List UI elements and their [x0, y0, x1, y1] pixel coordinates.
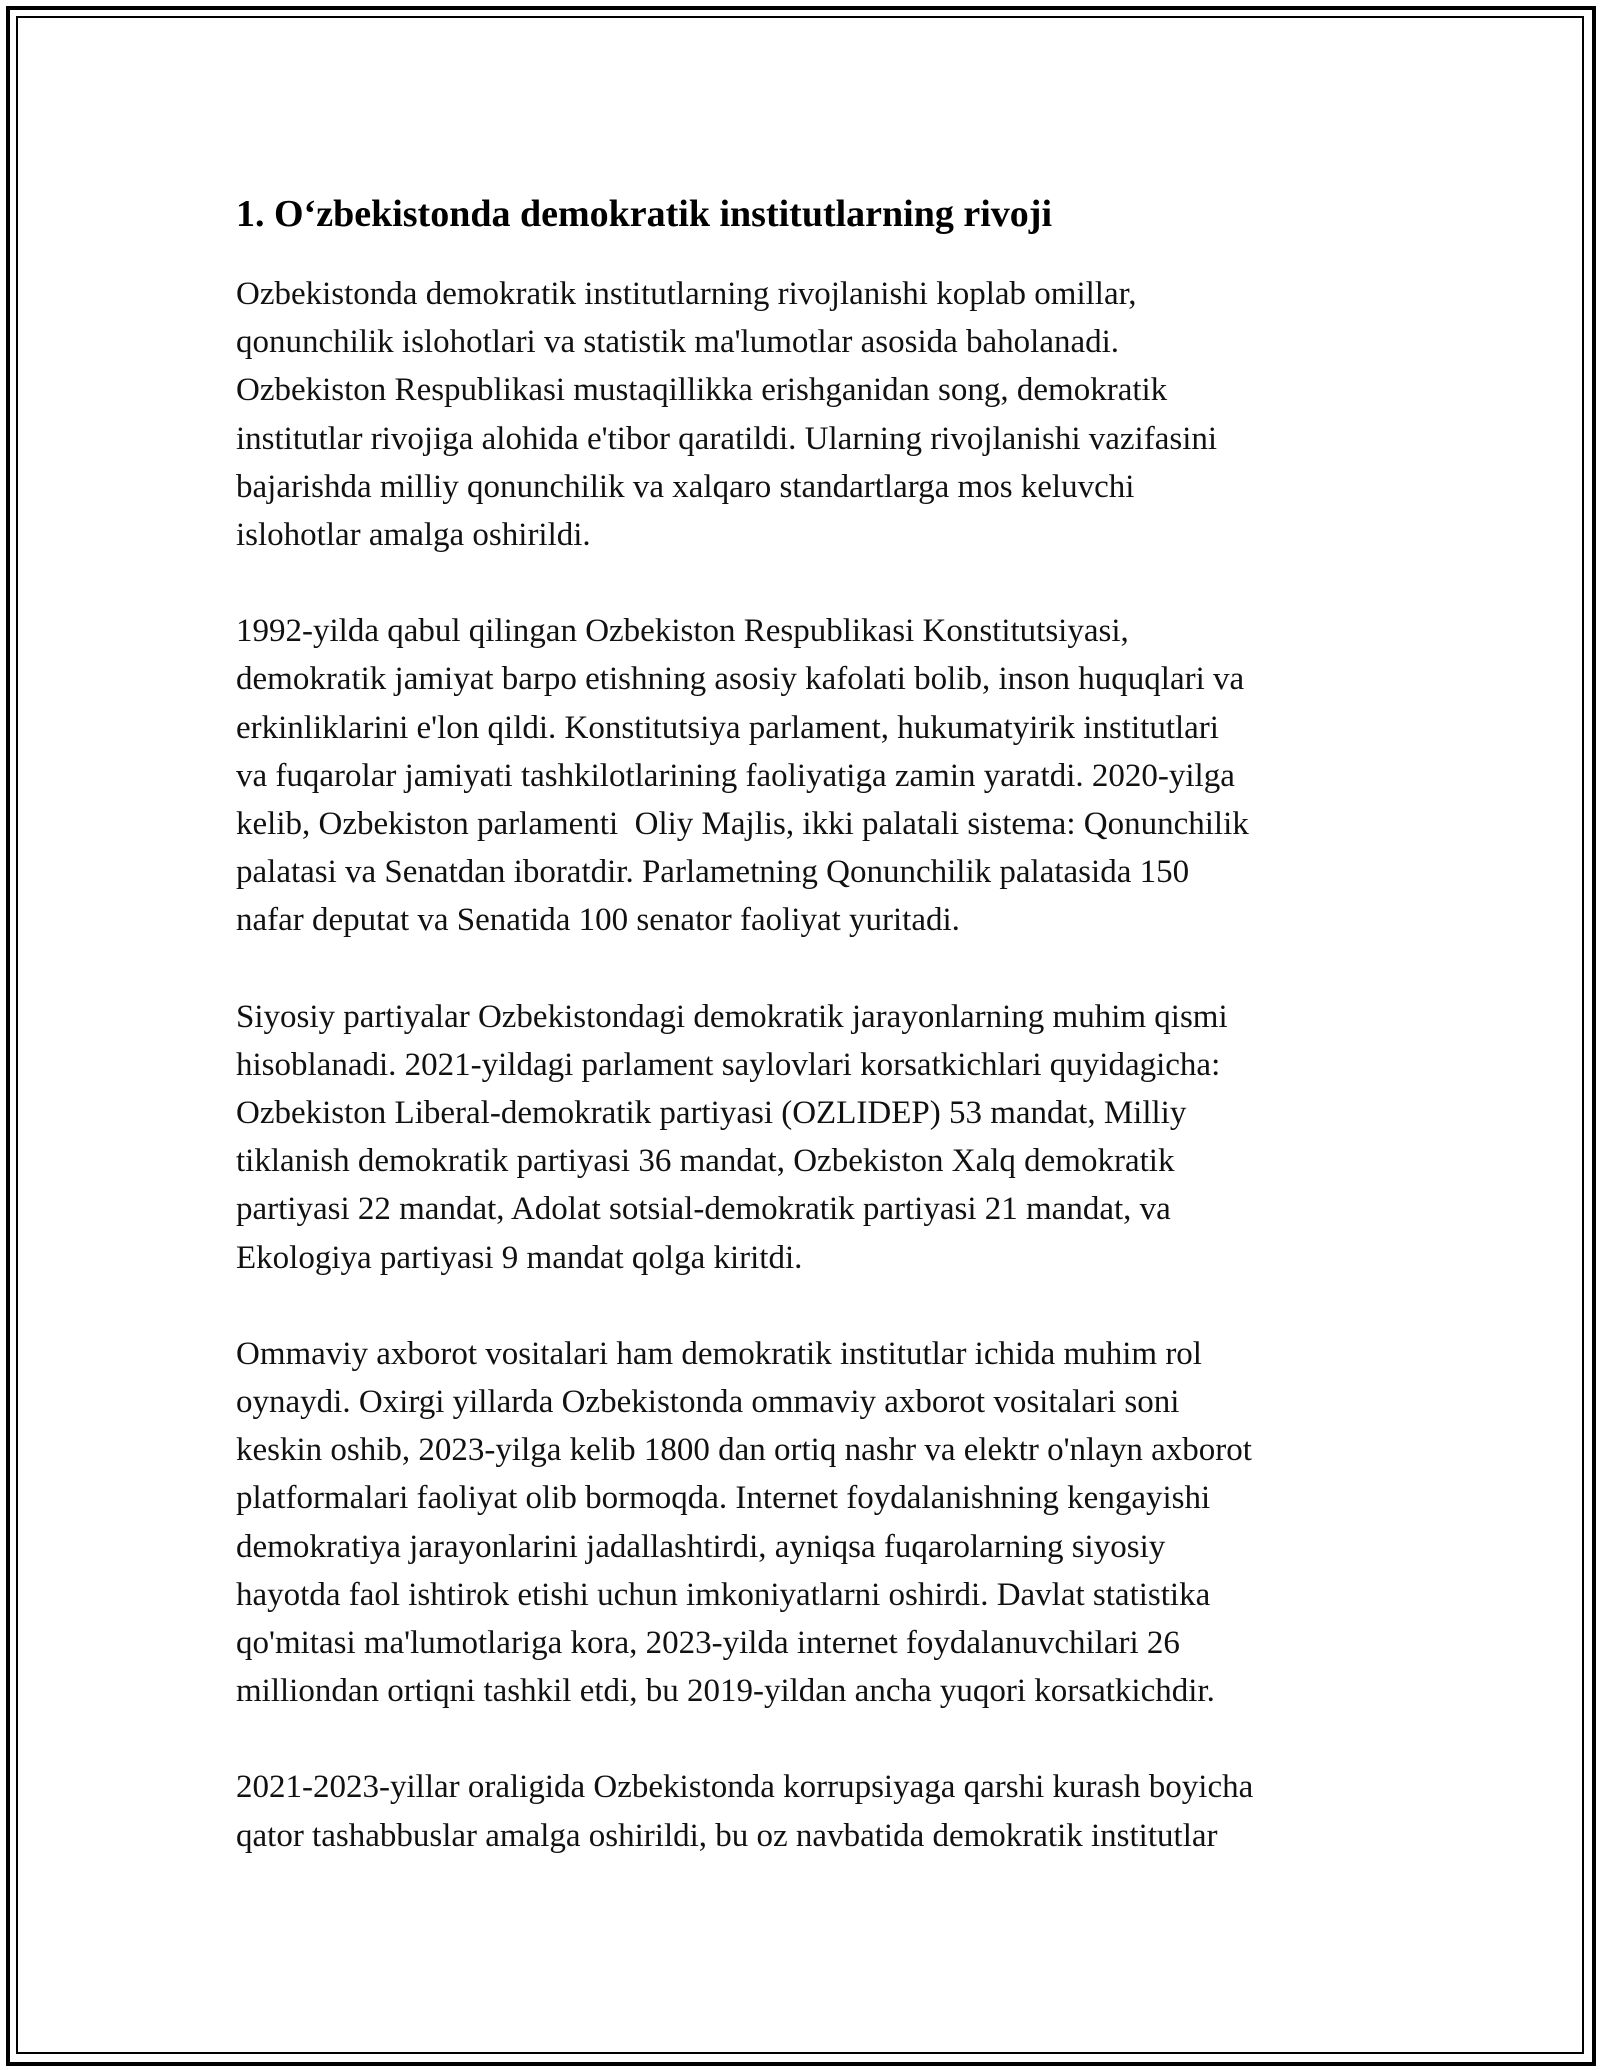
text-line: islohotlar amalga oshirildi. [236, 517, 591, 554]
text-line: hayotda faol ishtirok etishi uchun imkoniyatlarni oshirdi. Davlat statistika [236, 1576, 1211, 1613]
text-line: erkinliklarini e'lon qildi. Konstitutsiya parlament, hukumatyirik institutlari [236, 709, 1219, 746]
text-line: keskin oshib, 2023-yilga kelib 1800 dan ortiq nashr va elektr o'nlayn axborot [236, 1432, 1252, 1469]
paragraph [236, 607, 1416, 944]
text-line: qo'mitasi ma'lumotlariga kora, 2023-yilda internet foydalanuvchilari 26 [236, 1625, 1180, 1662]
text-line: platformalari faoliyat olib bormoqda. Internet foydalanishning kengayishi [236, 1480, 1211, 1517]
text-line: qator tashabbuslar amalga oshirildi, bu oz navbatida demokratik institutlar [236, 1817, 1218, 1854]
text-line: Ekologiya partiyasi 9 mandat qolga kiritdi. [236, 1239, 803, 1276]
text-line: qonunchilik islohotlari va statistik ma'lumotlar asosida baholanadi. [236, 324, 1120, 361]
text-line: oynaydi. Oxirgi yillarda Ozbekistonda ommaviy axborot vositalari soni [236, 1384, 1180, 1421]
text-line: milliondan ortiqni tashkil etdi, bu 2019-yildan ancha yuqori korsatkichdir. [236, 1673, 1215, 1710]
text-line: Ozbekistonda demokratik institutlarning rivojlanishi koplab omillar, [236, 276, 1137, 312]
text-line: kelib, Ozbekiston parlamenti Oliy Majlis, ikki palatali sistema: Qonunchilik [236, 806, 1249, 843]
text-line: 2021-2023-yillar oraligida Ozbekistonda korrupsiyaga qarshi kurash boyicha [236, 1769, 1254, 1806]
text-line: 1992-yilda qabul qilingan Ozbekiston Respublikasi Konstitutsiyasi, [236, 613, 1129, 650]
text-line: Ozbekiston Respublikasi mustaqillikka erishganidan song, demokratik [236, 372, 1168, 409]
text-line: nafar deputat va Senatida 100 senator faoliyat yuritadi. [236, 902, 960, 939]
text-line: partiyasi 22 mandat, Adolat sotsial-demokratik partiyasi 21 mandat, va [236, 1191, 1171, 1228]
text-line: demokratik jamiyat barpo etishning asosiy kafolati bolib, inson huquqlari va [236, 661, 1245, 698]
text-line: demokratiya jarayonlarini jadallashtirdi, ayniqsa fuqarolarning siyosiy [236, 1528, 1166, 1565]
text-line: Siyosiy partiyalar Ozbekistondagi demokratik jarayonlarning muhim qismi [236, 998, 1228, 1035]
paragraph [236, 1330, 1416, 1716]
text-line: palatasi va Senatdan iboratdir. Parlametning Qonunchilik palatasida 150 [236, 854, 1190, 891]
text-line: institutlar rivojiga alohida e'tibor qaratildi. Ularning rivojlanishi vazifasini [236, 420, 1218, 457]
paragraph [236, 270, 1416, 559]
text-line: hisoblanadi. 2021-yildagi parlament saylovlari korsatkichlari quyidagicha: [236, 1046, 1221, 1083]
text-line: va fuqarolar jamiyati tashkilotlarining faoliyatiga zamin yaratdi. 2020-yilga [236, 757, 1235, 794]
paragraph-list [236, 270, 1416, 1860]
text-line: Ommaviy axborot vositalari ham demokratik institutlar ichida muhim rol [236, 1335, 1202, 1372]
text-line: Ozbekiston Liberal-demokratik partiyasi (OZLIDEP) 53 mandat, Milliy [236, 1095, 1187, 1132]
text-line: tiklanish demokratik partiyasi 36 mandat, Ozbekiston Xalq demokratik [236, 1143, 1175, 1180]
text-line: bajarishda milliy qonunchilik va xalqaro standartlarga mos keluvchi [236, 468, 1135, 505]
paragraph [236, 993, 1416, 1282]
section-heading: 1. O‘zbekistonda demokratik institutlarning rivoji [236, 193, 1052, 235]
paragraph [236, 1763, 1416, 1859]
document-body [236, 186, 1416, 1860]
